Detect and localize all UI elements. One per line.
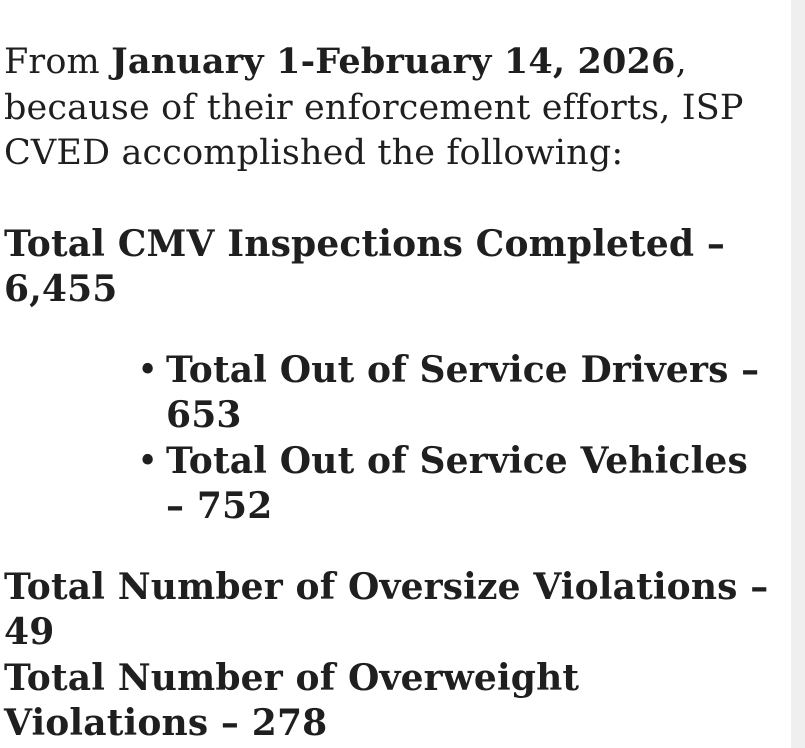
out-of-service-drivers-text: Total Out of Service Drivers – 653 <box>166 348 760 436</box>
overweight-violations <box>4 656 774 747</box>
intro-suffix: , because of their enforcement efforts, ISP CVED accomplished the following: <box>4 42 744 173</box>
date-range: January 1-February 14, 2026 <box>111 41 676 82</box>
article-body <box>4 39 774 747</box>
total-inspections <box>4 222 774 313</box>
out-of-service-list <box>4 348 774 530</box>
intro-paragraph <box>4 39 774 177</box>
total-inspections-text: Total CMV Inspections Completed – 6,455 <box>4 222 726 310</box>
intro-prefix: From <box>4 42 112 82</box>
oversize-violations <box>4 565 774 656</box>
bullet-icon: • <box>137 349 159 391</box>
list-item-vehicles <box>137 439 774 530</box>
overweight-violations-text: Total Number of Overweight Violations – 278 <box>4 656 580 744</box>
bullet-icon: • <box>137 440 159 482</box>
list-item-drivers <box>137 348 774 439</box>
oversize-violations-text: Total Number of Oversize Violations – 49 <box>4 565 769 653</box>
violations-section <box>4 565 774 747</box>
out-of-service-vehicles-text: Total Out of Service Vehicles – 752 <box>166 439 748 527</box>
scrollbar-track[interactable] <box>791 0 805 748</box>
